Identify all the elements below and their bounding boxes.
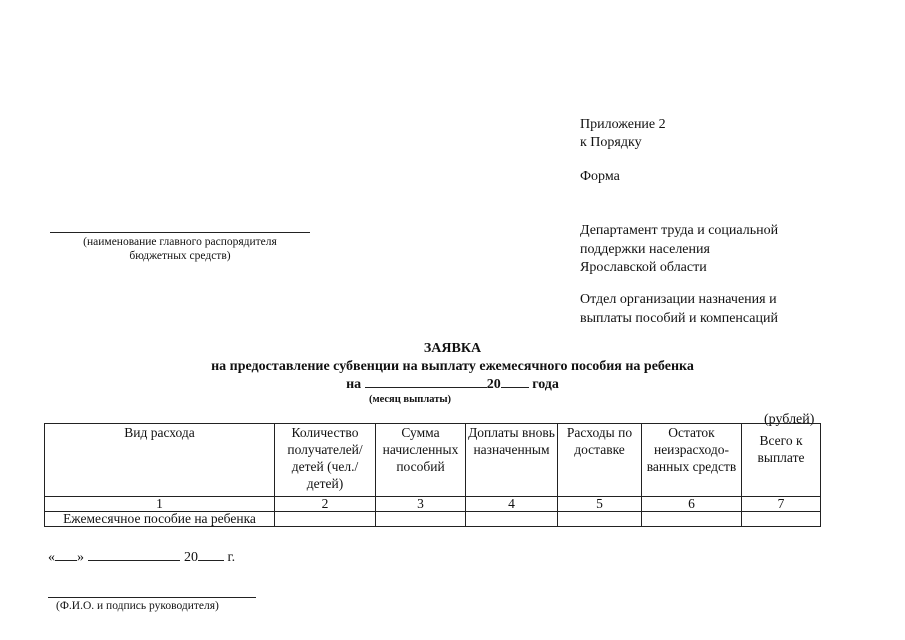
header-expense-type: Вид расхода: [45, 424, 275, 497]
recipient-line-3: Ярославской области: [580, 260, 707, 275]
header-recipients-count: Количество получателей/ детей (чел./детей): [275, 424, 376, 497]
date-year-suffix: г.: [227, 550, 236, 565]
month-caption: (месяц выплаты): [368, 394, 452, 405]
column-number: 7: [742, 497, 821, 512]
expense-type-cell: Ежемесячное пособие на ребенка: [45, 512, 275, 527]
date-close-quote: »: [77, 550, 84, 565]
period-prefix: на: [346, 377, 362, 392]
date-year-blank[interactable]: [198, 548, 224, 561]
request-table: [44, 423, 821, 527]
document-title: ЗАЯВКА: [423, 341, 482, 356]
column-number: 2: [275, 497, 376, 512]
table-header-row: [45, 424, 821, 497]
header-unspent-balance: Остаток неизрасходо- ванных средств: [642, 424, 742, 497]
delivery-costs-cell[interactable]: [558, 512, 642, 527]
sender-caption-line-1: (наименование главного распорядителя: [83, 236, 277, 248]
recipient-block: [580, 222, 778, 278]
date-open-quote: «: [48, 550, 55, 565]
month-date-blank[interactable]: [88, 548, 180, 561]
period-year: 20: [486, 377, 501, 392]
department-block: [580, 291, 778, 328]
year-blank[interactable]: [501, 375, 529, 388]
column-number: 3: [376, 497, 466, 512]
recipients-count-cell[interactable]: [275, 512, 376, 527]
signature-caption: (Ф.И.О. и подпись руководителя): [56, 600, 219, 612]
signature-blank[interactable]: [48, 597, 256, 598]
table-row: [45, 512, 821, 527]
header-new-surcharges: Доплаты вновь назначенным: [466, 424, 558, 497]
header-total-payable: Всего к выплате: [742, 424, 821, 497]
date-line: [48, 548, 235, 566]
form-label: Форма: [580, 169, 620, 184]
day-blank[interactable]: [55, 548, 77, 561]
department-line-1: Отдел организации назначения и: [580, 292, 777, 307]
date-year-prefix: 20: [184, 550, 198, 565]
column-number: 5: [558, 497, 642, 512]
document-subtitle: на предоставление субвенции на выплату ежемесячного пособия на ребенка: [211, 359, 694, 374]
column-number: 4: [466, 497, 558, 512]
column-number: 6: [642, 497, 742, 512]
appendix-reference: [580, 116, 666, 152]
header-delivery-costs: Расходы по доставке: [558, 424, 642, 497]
new-surcharges-cell[interactable]: [466, 512, 558, 527]
unspent-balance-cell[interactable]: [642, 512, 742, 527]
title-block: [0, 340, 905, 406]
appendix-order-line: к Порядку: [580, 135, 642, 150]
month-blank[interactable]: [365, 375, 487, 388]
total-payable-cell[interactable]: [742, 512, 821, 527]
department-line-2: выплаты пособий и компенсаций: [580, 310, 778, 326]
period-suffix: года: [532, 377, 559, 392]
appendix-line: Приложение 2: [580, 117, 666, 132]
units-label: (рублей): [764, 412, 815, 427]
recipient-line-1: Департамент труда и социальной: [580, 223, 779, 238]
accrued-sum-cell[interactable]: [376, 512, 466, 527]
sender-caption: [50, 235, 310, 263]
header-accrued-sum: Сумма начисленных пособий: [376, 424, 466, 497]
sender-caption-line-2: бюджетных средств): [129, 250, 231, 262]
sender-name-blank[interactable]: [50, 232, 310, 233]
recipient-line-2: поддержки населения: [580, 241, 710, 257]
table-number-row: [45, 497, 821, 512]
column-number: 1: [45, 497, 275, 512]
period-line: [0, 375, 905, 393]
